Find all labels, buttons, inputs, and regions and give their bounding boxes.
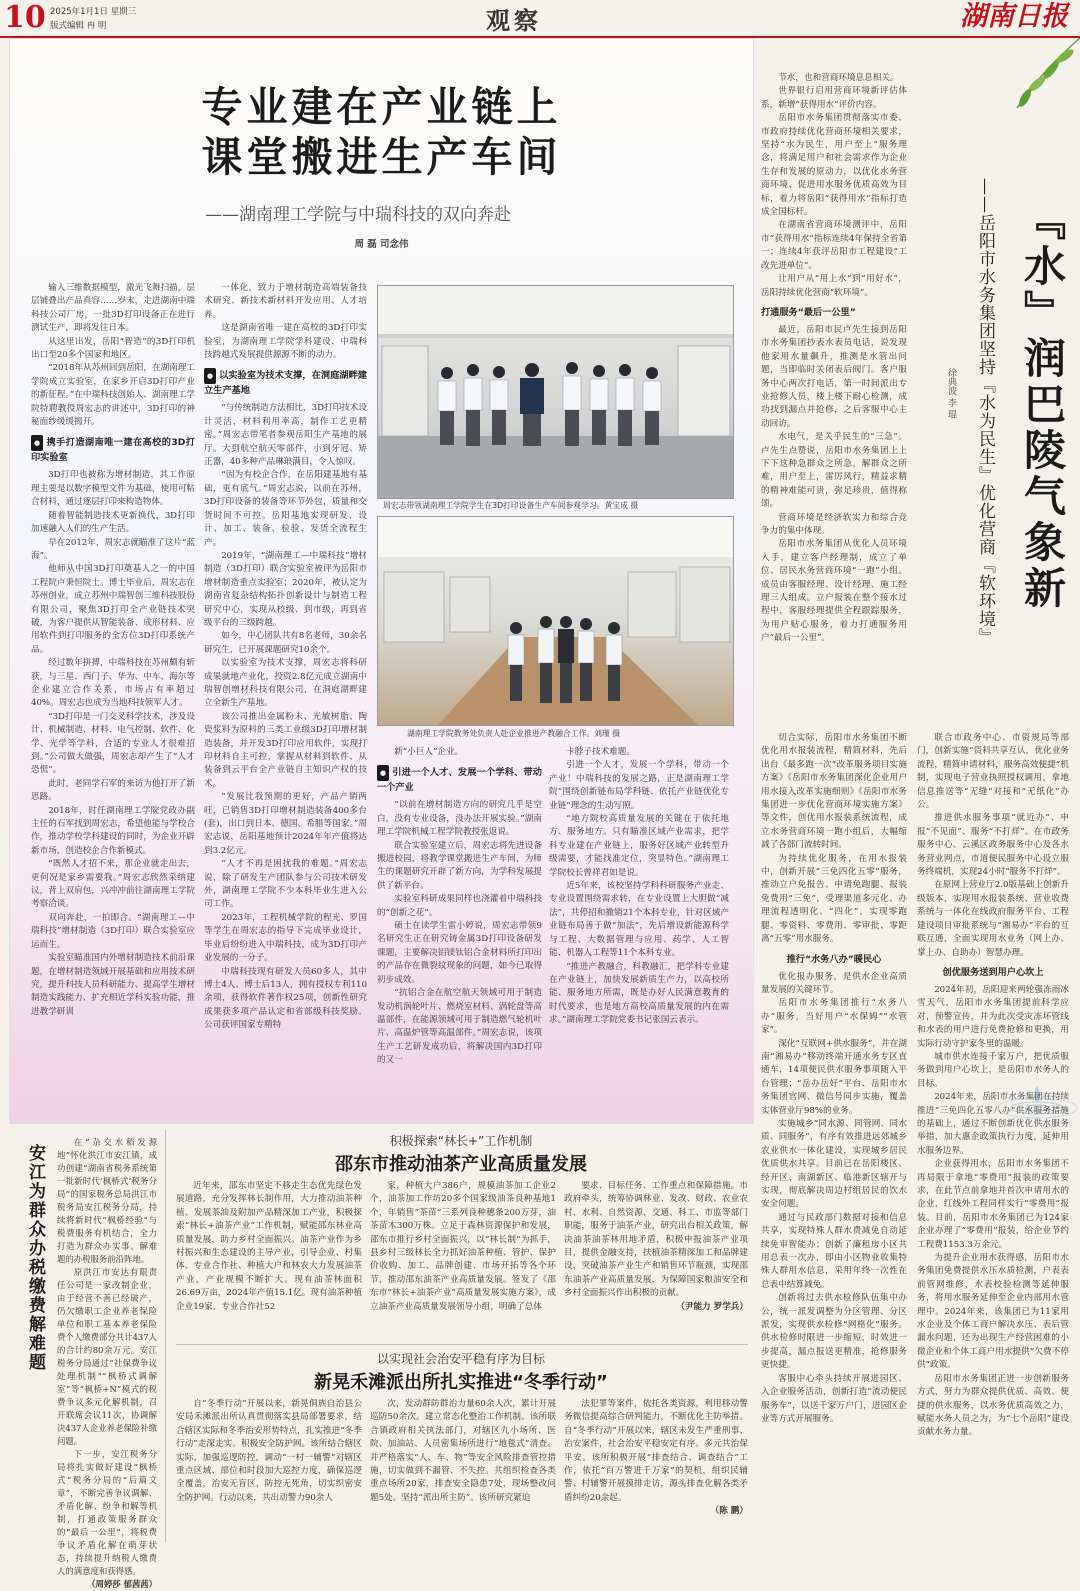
article2-pretitle: 以实现社会治安平稳有序为目标	[376, 1352, 545, 1366]
paragraph: 随着智能制造技术更新换代，3D打印加速融入人们的生产生活。	[31, 510, 195, 535]
paragraph: 如今，中心团队共有8名老师，30余名研究生，已开展课题研究10余个。	[204, 631, 367, 655]
paragraph: 岳阳市水务集团推行“水务八办”服务，当好用户“水保姆”“水管家”。	[761, 998, 907, 1036]
paragraph: 要求、目标任务、工作重点和保障措施。市政府牵头，统筹协调林业、发改、财政、农业农村、水利、自然资源、交通、科工、市监等部门职能，服务于油茶产业，研究出台相关政策，解决油茶油茶林用地矛盾，积极申报油茶产业项目，提供金融支持，扶植油茶精深加工和品牌建设，突破油茶产业生产和销售环节瓶颈，实现邵东油茶产业高质量发展，为保障国家粮油安全和乡村全面振兴作出积极的贡献。	[564, 1181, 748, 1299]
section-heading: 推行“水务八办”暖民心	[786, 953, 882, 965]
paragraph: “与传统制造方法相比，3D打印技术设计灵活，材料利用率高，制作工艺更精密。”周宏志带笔者参观岳阳生产基地的展厅。大到航空航天零部件，小到牙冠、矫正器，40多种产品琳琅满目，令人惊叹。	[204, 403, 367, 468]
paragraph: 创新将过去供水检修队伍集中办公，统一派发调整为分区管理、分区派发，实现供水检修“网格化”服务。供水检修时限进一步缩短，时效进一步提高，漏点报送更精准，抢修服务更快捷。	[761, 1293, 907, 1371]
paragraph: 法犯罪等案件，依托各类资源，利用移动警务微信提高综合研判能力，不断优化主防举措。自“冬季行动”开展以来，辖区未发生严重刑事、治安案件，社会治安平稳安定有序。多元共治保平安。该所积极开展“排查结合、调查结合”工作，依托“百万警进千万家”的契机，组织民辅警、村辅警开展摸排走访，源头排查化解各类矛盾纠纷20余起。	[564, 1399, 748, 1503]
paragraph: 以实验室为技术支撑，周宏志将科研成果就地产业化，投资2.8亿元成立湖南中瑞智创增材科技有限公司，在洞庭湖畔建立全新生产基地。	[204, 658, 367, 709]
article1-pretitle: 积极探索“林长+”工作机制	[389, 1134, 533, 1148]
page-header	[0, 0, 1080, 38]
signature: （尹能力 罗学兵）	[676, 1301, 748, 1312]
paragraph: 原洪江市安达有限责任公司是一家改制企业，由于经营不善已经破产，仍欠缴职工企业养老保险单位和职工基本养老保险费个人缴费部分共计437人的合计约80余万元。安江税务分局通过“社保费争议处理机制”“枫桥式调解室”等“枫桥+N”模式的税费争议多元化解机制，召开联席会议11次，协调解决437人企业养老保险补缴问题。	[57, 1267, 157, 1446]
feature-column-3	[377, 746, 542, 1108]
masthead: 湖南日报	[960, 1, 1068, 32]
paragraph: 为提升企业用水获得感，岳阳市水务集团免费提供水压水质检测，户表表前管网维修，水表校验检测等延伸服务，将用水服务延伸至企业内部用水管理中。2024年来，该集团已为11家用水企业及个体工商户解决水压、表后管漏水问题，还为出现生产经营困难的小微企业和个体工商户用水提供“欠费不停供”政策。	[917, 1253, 1069, 1371]
feature-column-4	[549, 746, 729, 1108]
paragraph: 输入三维数据模型，激光飞舞扫描，层层铺叠出产品真容……岁末，走进湖南中瑞科技公司厂房，一批3D打印设备正在进行测试生产，即将发往日本。	[31, 283, 195, 334]
paragraph: 该公司推出金属粉末、光敏树脂、陶瓷浆料为原料的三类工业级3D打印增材制造装备，并开发3D打印应用软件，实现打印材料自主可控，掌握从材料到软件、从装备到云平台全产业链自主知识产权的技术。	[204, 711, 367, 789]
paragraph: 岳阳市水务集团正进一步创新服务方式，努力为群众提供优质、高效、便捷的供水服务，以水务优质高效之力，赋能水务人员之为，为“七个岳阳”建设贡献水务力量。	[917, 1373, 1069, 1438]
paragraph: 新“小巨人”企业。	[394, 747, 464, 757]
photo2-caption: 湖南理工学院教务处负责人赴企业推进产教融合工作。刘瑾 摄	[407, 729, 620, 738]
feature-subtitle: ——湖南理工学院与中瑞科技的双向奔赴	[205, 205, 511, 225]
paragraph: 深化“互联网+供水服务”，并在湖南“湘易办”移动终端开通水务专区直通车，14项便民供水服务事项随入平台管理；“岳办岳好”平台、岳阳市水务集团官网、微信号同步实施，覆盖实体营业厅98%的业务。	[761, 1038, 907, 1116]
paragraph: 这是湖南省唯一建在高校的3D打印实验室，为湖南理工学院学科建设、中瑞科技跨越式发展提供源源不断的动力。	[204, 323, 367, 361]
paragraph: 家，种植大户386户，规模油茶加工企业2个，油茶加工作坊20多个国家级油茶良种基地1个，年销售“茶苗”三系列良种穗条200万芽，油茶苗木300万株。立足于森林资源保护和发展，邵东市推行乡村全面振兴，以“林长制”为抓手，县乡村三级林长全力抓好油茶种植、管护、保护价收购、加工、品牌创建、市场开拓等各个环节，推动邵东油茶产业高质量发展。签发了《邵东市“林长+油茶产业”高质量发展实施方案》，成立油茶产业高质量发展领导小组，明确了总体	[370, 1181, 556, 1312]
heading-text: 以实验室为技术支撑，在洞庭湖畔建立生产基地	[204, 370, 367, 397]
right-column-1-top	[761, 72, 907, 732]
header-weekday: 星期三	[110, 7, 137, 17]
section-heading	[377, 765, 542, 795]
paragraph: 2019年，“湖南理工—中瑞科技”增材制造（3D打印）联合实验室被评为岳阳市增材制造重点实验室；2020年，被认定为湖南省复杂结构拓扑创新设计与制造工程研究中心，实现从校级、到市级，再到省级平台的三级跨越。	[204, 550, 367, 628]
paragraph: “以前在增材制造方向的研究几乎是空白，没有专业设备，没办法开展实验。”湖南理工学院机械工程学院教授张返说。	[377, 800, 542, 838]
paragraph: 在“杂交水稻发源地”怀化洪江市安江镇，成功创建“湖南省税务系统第一批新时代‘枫桥式’税务分局”的国家税务总局洪江市税务局安江税务分局，持续将新时代“枫桥经验”与税费服务有机结合，全力打造为群众办实事、解难题的办税服务前沿阵地。	[57, 1137, 157, 1264]
section-heading: 创优服务送到用户心坎上	[942, 966, 1044, 978]
paragraph: 卡脖子技术难题。	[566, 747, 635, 757]
leaf-decoration-icon	[947, 38, 1080, 128]
paragraph: “因为有校企合作，在岳阳建基地有基础，更有底气。”周宏志说，以前在苏州，3D打印设备的装备等环节外包，质量和交货时间不可控。岳阳基地实现研发、设计、加工、装备、检验、发货全流程生产。	[204, 470, 367, 548]
anjiang-article	[9, 1130, 157, 1589]
heading-text: 引进一个人才、发展一个学科、带动一个产业	[377, 767, 542, 794]
feature-column-1	[31, 282, 195, 1108]
paragraph: “推进产教融合，科教融汇，把学科专业建在产业链上，加快发展新质生产力，以高校所能、服务地方所需，既是办好人民满意教育的时代要求，也是地方高校高质量发展的内在需求。”湖南理工学院党委书记张国云表示。	[549, 961, 729, 1026]
paragraph: 切合实际，岳阳市水务集团不断优化用水报装流程，精简材料，先后出台《最多跑一次”改革服务项目实施方案》《岳阳市水务集团深化企业用户用水接入改革实施细则》《岳阳市水务集团进一步优化营商环境实施方案》等文件，创优用水报装系统流程，成立水务营商环境一跑小组后，大幅缩减了各部门流转时间。	[761, 733, 907, 851]
paragraph: 通过与民政部门数据对接和信息共享，实现特殊人群水费减免自动延续免审智能办；创新了廉租房小区共用总表一次办，即由小区物业收集特殊人群用水信息，采用年终一次性在总表中结算减免。	[761, 1212, 907, 1290]
paragraph: 让用户从“用上水”到“用好水”，岳阳持续优化营商“软环境”。	[761, 274, 907, 298]
header-editor-line	[50, 19, 106, 31]
section-heading	[204, 368, 367, 398]
paragraph: 在湖南省营商环境测评中，岳阳市“获得用水”指标连续4年保持全省第一；连续4年获评岳阳市工程建设“工改先进单位”。	[761, 220, 907, 271]
header-date: 2025年1月1日	[50, 7, 108, 17]
right-column-2	[917, 732, 1069, 1580]
section-title: 观察	[486, 6, 542, 35]
paragraph: 联合市政务中心、市资规局等部门，创新实施“资料共享互认，优化业务流程，精简申请材料，服务高效便捷”机制，实现电子营业执照授权调用，拿地信息推送等“无缝”对接和“无纸化”办公。	[917, 733, 1069, 811]
paragraph: 引进一个人才，发展一个学科，带动一个产业！中瑞科技的发展之路，正是湖南理工学院“围绕创新链布局学科链、依托产业链优化专业链”理念的生动写照。	[549, 760, 729, 811]
paragraph: 从这里出发，岳阳“智造”的3D打印机出口至20多个国家和地区。	[31, 336, 195, 361]
paragraph: 最近，岳阳市民卢先生接到岳阳市水务集团抄表水表员电话，说发现他家用水量飙升，推测是水管出问题，当即临时关闭表后阀门。客户服务中心两次打电话，第一时间派出专业抢修人员，楼上楼下耐心检测，成功找到漏点并抢修，之后客服中心主动回访。	[761, 324, 907, 429]
heading-tag-icon: ●	[31, 435, 43, 451]
heading-text: 携手打造湖南唯一建在高校的3D打印实验室	[31, 437, 195, 464]
paragraph: 经过数年拼搏，中瑞科技在苏州颇有斩获，与三星、西门子、华为、中车、海尔等企业建立合作关系，市场占有率超过40%。周宏志也成为当地科技领军人才。	[31, 658, 195, 709]
paragraph: “抗铝合金在航空航天领域可用于制造发动机涡轮叶片、燃烧室材料、涡轮盘等高温部件，在能源领域可用于制造燃气轮机叶片、高温炉管等高温部件。”周宏志说，该项生产工艺研发成功后，将解决国内3D打印的又一	[377, 988, 542, 1066]
bottom-middle-articles	[165, 1130, 756, 1542]
feature-byline: 周 磊 司念伟	[354, 239, 409, 250]
paragraph: 近年来，邵东市坚定不移走生态优先绿色发展道路，充分发挥林长制作用，大力推动油茶种植、发展茶油及附加产品精深加工产业，积极探索“林长+油茶产业”工作机制，赋能邵东林业高质量发展，助力乡村全面振兴。油茶产业作为乡村振兴和生态建设的主导产业，引导企业、村集体、专业合作社、种植大户和林农大力发展油茶产业，产业规模不断扩大。现有油茶林面积26.69万亩，2024年产值15.1亿。现有油茶种植企业19家，专业合作社52	[176, 1181, 362, 1312]
paragraph: 联合实验室建立后，周宏志将先进设备搬进校园，将教学课堂搬进生产车间，为师生的课题研究开辟了新方向，为学科发展提供了新平台。	[377, 840, 542, 891]
paragraph: 早在2012年，周宏志就瞄准了这片“蓝海”。	[31, 537, 195, 561]
heading-tag-icon: ●	[204, 368, 216, 384]
paragraph: “人才不再是困扰我的难题。”周宏志说，除了研发生产团队参与公司技术研发外，湖南理工学院不少本科毕业生进入公司工作。	[204, 859, 367, 910]
paragraph: 客服中心牵头持续开展进园区、入企业服务活动，创新打造“流动便民服务车”，以送千家万户门，进园区企业等方式开展服务。	[761, 1373, 907, 1424]
article1-title: 邵东市推动油茶产业高质量发展	[335, 1154, 587, 1175]
page-number: 10	[4, 0, 46, 35]
paragraph: 水电气，是关乎民生的“三急”。卢先生点赞说，岳阳市水务集团上上下下这种急群众之所急，解群众之所难，用户至上，雷厉风行，精益求精的精神难能可贵，弥足珍贵，值得称颂。	[761, 432, 907, 510]
article2-title: 新晃禾滩派出所扎实推进“冬季行动”	[314, 1372, 608, 1393]
photo-illustration	[378, 517, 733, 725]
section-heading	[31, 435, 195, 465]
feature-title-line1: 专业建在产业链上	[201, 83, 562, 131]
paragraph: 次，发动群防群治力量60余人次，累计开展巡防50余次。建立常态化整治工作机制。该所联合镇政府相关执法部门，对辖区九小场所、医院、加油站、人员密集场所进行“地毯式”清查。并严格落实“人、车、物”等安全风险排查管控措施，切实做到不漏管、不失控。共组织检查各类重点场所20家，排查安全隐患7处，现场整改问题5处。坚持“派出所主防”。该所研究紧迫	[370, 1399, 556, 1503]
paragraph: 2024年来，岳阳市水务集团在持续推进“三免四化五零八办”供水服务措施的基础上，通过不断创新优化供水服务举措，加大惠企政策执行力度，延伸用水服务边界。	[917, 1092, 1069, 1156]
heading-tag-icon: ●	[377, 765, 389, 781]
paragraph: “地方院校高质量发展的关键在于依托地方、服务地方。只有瞄准区域产业需求，把学科专业建在产业链上，服务好区域产业转型升级需要，才能找准定位，突显特色。”湖南理工学院校长曾祥君如是说。	[549, 814, 729, 878]
divider	[176, 1344, 748, 1345]
paragraph: 下一步，安江税务分局将扎实做好建设“枫桥式”税务分局的“后篇文章”，不断完善争议调解、矛盾化解、纷争和解等机制，打通政策服务群众的“最后一公里”，将税费争议矛盾化解在萌芽状态，持续提升纳税人缴费人的满意度和获得感。	[57, 1449, 157, 1576]
paragraph: 双向奔赴，一拍即合。“湖南理工—中瑞科技”增材制造（3D打印）联合实验室应运而生。	[31, 912, 195, 950]
paragraph: 中瑞科技现有研发人员60多人，其中博士4人、博士后13人，拥有授权专利110余项，获得软件著作权25项，创新性研究成果获多项产品认定和省部级科技奖励。公司获评国家专精特	[204, 966, 367, 1031]
paragraph: 2023年，工程机械学院的程光、罗国等学生在周宏志的指导下完成毕业设计，毕业后纷纷进入中瑞科技，成为3D打印产业发展的一分子。	[204, 912, 367, 964]
article2-col1	[176, 1398, 362, 1540]
photo-students-workshop	[377, 285, 734, 499]
paragraph: 3D打印也被称为增材制造，其工作原理主要是以数字模型文件为基础，使用可粘合材料，通过逐层打印来构造物体。	[31, 470, 195, 508]
header-date-line	[50, 5, 136, 17]
paragraph: 营商环境是经济软实力和综合竞争力的集中体现。	[761, 512, 907, 536]
paragraph: 近5年来，该校坚持学科科研服务产业走、专业设置围绕需求转，在专业设置上大胆做“减法”，共停招和撤销21个本科专业，针对区域产业链布局善于做“加法”，先后增设新能源科学与工程、大数据管理与应用、药学、人工智能、机器人工程等11个本科专业。	[549, 881, 729, 959]
paragraph: 优化报办服务，是供水企业高质量发展的关键环节。	[761, 971, 907, 995]
paragraph: “2018年从苏州回到岳阳，在湖南理工学院成立实验室，在家乡开启3D打印产业的新征程。”在中瑞科技创始人、湖南理工学院特聘教授周宏志的讲述中，3D打印的神秘面纱缓缓揭开。	[31, 363, 195, 428]
paragraph: 城市供水连接千家万户，把优质服务做到用户心坎上，是岳阳市水务人的目标。	[917, 1051, 1069, 1089]
paragraph: 岳阳市水务集团贯彻落实市委、市政府持续优化营商环境相关要求，坚持“水为民生，用户至上”服务理念，将满足用户和社会需求作为企业生存和发展的原动力，以优化水务营商环境、促进用水服务优质高效为目标，着力将岳阳“获得用水”指标打造成全国标杆。	[761, 113, 907, 218]
paragraph: 世界银行启用营商环境新评估体系，新增“获得用水”评价内容。	[761, 86, 907, 110]
anjiang-title: 安江为群众办税缴费解难题	[25, 1144, 45, 1372]
article1-col2	[370, 1180, 556, 1340]
editor-name: 冉 明	[86, 21, 107, 31]
paragraph: 2018年，时任湖南理工学院党政办副主任的石军找到周宏志，希望他能与学校合作，推动学校学科建设的同时，为企业开辟新市场，创造校企合作新模式。	[31, 805, 195, 856]
article2-col2	[370, 1398, 556, 1540]
paragraph: 实施城乡“同水源、同管网、同水质、同服务”，有序有效推进远郊城乡农业供水一体化建设，实现城乡居民优质供水共享。目前已在岳阳楼区、经开区、南湖新区、临港新区辖开与实现，彻底解决周边村组居民的饮水安全问题。	[761, 1118, 907, 1210]
paragraph: 他师从中国3D打印奠基人之一的中国工程院卢秉恒院士。博士毕业后，周宏志在苏州创业，成立苏州中瑞智创三维科技股份有限公司，聚焦3D打印全产业链技术突破，为客户提供从智能装备、成形材料、应用软件到打印服务的全方位3D打印系统产品。	[31, 564, 195, 655]
paragraph: 在原网上营业厅2.0版基础上创新升级版本，实现用水报装系统、营业收费系统与一体化在线政府服务平台、工程建设项目审批系统与“湘易办”平台的互联互通，全面实现用水业务（网上办、掌上办、自助办）智慧办理。	[917, 880, 1069, 958]
paragraph: 实验室瞄准国内外增材制造技术前沿课题，在增材制造领域开展基础和应用技术研究，提升科技人员科研能力、提高学生增材制造实践能力、扩充相近学科实验功能，推进教学研训	[31, 953, 195, 1017]
paragraph: 自“冬季行动”开展以来，新晃侗族自治县公安局禾滩派出所认真贯彻落实县局部署要求，结合辖区实际和冬季治安形势特点，扎实推进“冬季行动”走深走实。积极安全防护网。该所结合辖区实际，加强巡逻防控，调动“一村一辅警”对辖区重点区域、部位和时段加大巡控力度，确保巡逻全覆盖，治安无盲区，防控无死角，切实织密安全防护网。行动以来，共出动警力90余人	[176, 1399, 362, 1503]
right-article-subtitle: ——岳阳市水务集团坚持『水为民生』优化营商『软环境』	[975, 178, 995, 646]
paragraph: 实验室科研成果同样也浇灌着中瑞科技的“创新之花”。	[377, 894, 542, 918]
paragraph: 2024年初，岳阳迎来两轮强冻雨冰雪天气，岳阳市水务集团提前科学应对，预警宣传，并为此次受灾冻坏管线和水表的用户进行免费抢修和更换，用实际行动守护家冬里的温暖。	[917, 984, 1069, 1049]
section-heading: 打通服务“最后一公里”	[761, 306, 856, 318]
right-article	[757, 38, 1080, 1438]
right-article-title: 『水』润巴陵气象新	[1018, 198, 1067, 612]
anjiang-text	[57, 1136, 157, 1589]
paragraph: “3D打印是一门交叉科学技术，涉及设计、机械制造、材料、电气控制、软件、化学、光学等学科，合适的专业人才很难招到。”公司做大做强，周宏志却产生了“人才恐慌”。	[31, 711, 195, 776]
feature-article	[9, 38, 754, 1124]
signature: （周婷莎 郁茜茜）	[87, 1579, 157, 1589]
paragraph: 岳阳市水务集团从优化人员环境入手，建立客户经理制，成立了单位、居民水务营商环境“一跑”小组。成员由客服经理、设计经理、施工经理三人组成。立户报装在整个接水过程中，客服经理提供全程跟踪服务，为用户贴心服务，着力打通服务用户“最后一公里”。	[761, 539, 907, 644]
photo-illustration	[378, 286, 733, 498]
photo-factory-visit	[377, 516, 734, 726]
right-article-byline: 徐典波 李 琨	[946, 368, 956, 419]
paragraph: 一体化，致力于增材制造高端装备技术研究、新技术新材料开发应用、人才培养。	[204, 283, 367, 320]
paragraph: 硕士在读学生雷小婷说，周宏志带领9名研究生正在研究铸金属3D打印设备研发课题，主要解决铝镁钛铝合金材料所打印出的产品存在微裂纹现象的问题，如今已取得初步成效。	[377, 921, 542, 985]
editor-label: 版式编辑	[50, 21, 85, 31]
paragraph: 推进供水服务事项“就近办”、申报“不见面”、服务“不打烊”。在市政务服务中心、云溪区政务服务中心及各水务营业网点，市道便民服务中心设立服务终端机，实现24小时“服务不打烊”。	[917, 813, 1069, 878]
photo1-caption: 周宏志带领湖南理工学院学生在3D打印设备生产车间参观学习。黄宝成 摄	[383, 501, 639, 510]
right-column-1-bottom	[761, 732, 907, 1580]
paragraph: 企业获得用水，岳阳市水务集团不再局限于拿地“零费用”报装的政策要求，在此节点前拿地并首次申请用水的企业，红线外工程同样实行“零费用”报装。目前，岳阳市水务集团已为124家企业办理了“零费用”报装，给企业节约工程费1153.3万余元。	[917, 1159, 1069, 1250]
article1-col3	[564, 1180, 748, 1340]
paragraph: “既然人才招不来，那企业就走出去，更何况是家乡需要我。”周宏志欣然采纳建议，背上双肩包，兴冲冲前往湖南理工学院考察洽谈。	[31, 859, 195, 910]
paragraph: 此时，老同学石军的来访为他打开了新思路。	[31, 778, 195, 803]
signature: （陈 鹏）	[710, 1506, 748, 1517]
article2-col3	[564, 1398, 748, 1540]
paragraph: 节水，也和营商环境息息相关。	[778, 73, 899, 83]
feature-column-2	[204, 282, 367, 1108]
feature-title-line2: 课堂搬进生产车间	[201, 133, 562, 181]
article1-col1	[176, 1180, 362, 1340]
paragraph: 为持续优化服务，在用水报装中，创新开展“三免四化五零”服务，推动立户免报告、申请免跑腿、报装免费用“三免”，受理渠道多元化、办理流程透明化、“四化”，实现零跑腿、零资料、零费用、零审批、零距离“五零”用水服务。	[761, 853, 907, 945]
paragraph: “发展比我预期的更好，产品产销两旺，已销售3D打印增材制造装备400多台(套)，出口到日本、德国、希腊等国家。”周宏志说，岳阳基地预计2024年年产值将达到3.2亿元。	[204, 792, 367, 856]
